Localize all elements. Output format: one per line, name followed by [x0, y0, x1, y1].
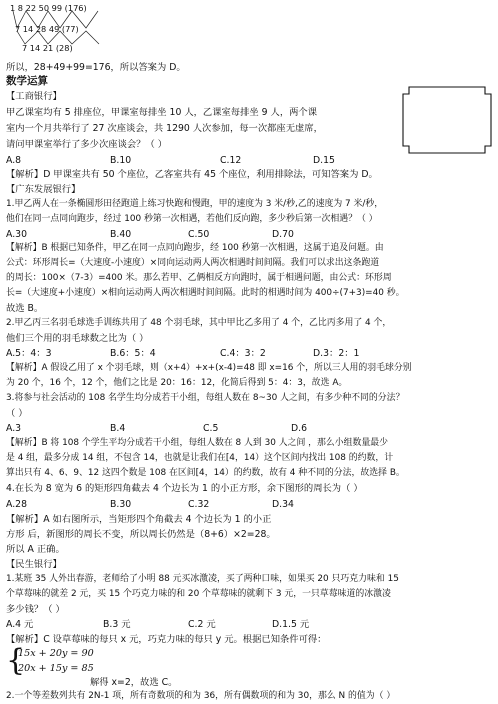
q5-option-c: C.32	[188, 499, 210, 510]
q3-analysis-1: 【解析】A 假设乙用了 x 个羽毛球，则（x+4）+x+(x-4)=48 即 x=16 个，所以三人用的羽毛球分别	[6, 363, 412, 373]
q7-line: 2.一个等差数列共有 2N-1 项，所有奇数项的和为 36，所有偶数项的和为 30，那么 N 的值为（ ）	[6, 691, 396, 701]
q2-option-c: C.50	[188, 229, 210, 240]
q1-option-c: C.12	[220, 155, 242, 166]
q5-analysis-2: 方形 后，新图形的周长不变，所以周长仍然是（8+6）×2=28。	[6, 529, 276, 540]
section-title: 数学运算	[6, 75, 48, 87]
equation-1: 15x + 20y = 90	[18, 648, 94, 659]
rectangle-outline	[403, 87, 491, 153]
q6-solution: 解得 x=2，故选 C。	[90, 677, 178, 688]
q3-line-1: 2.甲乙丙三名羽毛球选手训练共用了 48 个羽毛球，其中甲比乙多用了 4 个，乙比丙多用了 4 个，	[6, 318, 392, 328]
q6-option-d: D.1.5 元	[272, 619, 310, 630]
q6-option-c: C.2 元	[188, 619, 216, 630]
q5-option-a: A.28	[6, 499, 27, 510]
q2-analysis-3: 的周长：100×（7-3）=400 米。那么若甲、乙俩相反方向跑时，属于相遇问题，由公式：环形周	[6, 273, 392, 283]
q1-line-3: 请问甲课室举行了多少次座谈会？（ ）	[6, 139, 168, 150]
q3-option-d: D.3：2：1	[313, 348, 360, 359]
tree-row-1: 1 8 22 50 99 (176)	[10, 3, 87, 13]
bank-label-gdb: 【广东发展银行】	[6, 184, 81, 195]
q3-analysis-2: 为 20 个，16 个，12 个，他们之比是 20：16：12，化简后得到 5：4：3，故选 A。	[6, 378, 348, 388]
q1-line-1: 甲乙课室均有 5 排座位，甲课室每排坐 10 人，乙课室每排坐 9 人，两个课	[6, 107, 318, 118]
q6-line-2: 个草莓味的就差 2 元，买 15 个巧克力味的和 20 个草莓味的就剩下 3 元，一只草莓味道的冰激凌	[6, 589, 391, 599]
q5-line-1: 4.在长为 8 宽为 6 的矩形四角截去 4 个边长为 1 的小正方形，余下图形的周长为（ ）	[6, 483, 363, 494]
q2-analysis-5: 故选 B。	[6, 303, 44, 314]
q5-analysis-1: 【解析】A 如右图所示，当矩形四个角截去 4 个边长为 1 的小正	[6, 514, 272, 525]
q4-line-1: 3.将参与社会活动的 108 名学生均分成若干小组，每组人数在 8~30 人之间，有多少种不同的分法？	[6, 393, 405, 403]
q2-analysis-4: 长=（大速度+小速度）×相向运动两人两次相遇时间间隔。此时的相遇时间为 400÷(7+3)=40 秒。	[6, 288, 405, 298]
q4-line-2: （ ）	[6, 408, 28, 419]
q4-analysis-2: 是 4 组，最多分成 14 组，不包含 14，也就是让我们在[4，14）这个区间内找出 108 的约数，计	[6, 453, 394, 463]
q1-analysis: 【解析】D 甲课室共有 50 个座位，乙客室共有 45 个座位，利用排除法，可知答案为 D。	[6, 169, 378, 180]
q6-option-b: B.3 元	[103, 619, 131, 630]
q6-line-1: 1.某班 35 人外出春游，老师给了小明 88 元买冰激凌，买了两种口味，如果买 20 只巧克力味和 15	[6, 574, 399, 584]
q4-analysis-1: 【解析】B 将 108 个学生平均分成若干小组，每组人数在 8 人到 30 人之间 ，那么小组数量最少	[6, 438, 389, 448]
q4-option-d: D.6	[291, 423, 308, 434]
q2-analysis-1: 【解析】B 根据已知条件，甲乙在同一点同向跑步，经 100 秒第一次相遇，这属于追及问题。由	[6, 243, 384, 253]
q4-option-c: C.5	[203, 423, 219, 434]
q3-option-a: A.5：4：3	[6, 348, 52, 359]
equation-2: 20x + 15y = 85	[18, 663, 94, 674]
cut-corner-rectangle-figure	[400, 85, 494, 155]
q5-option-d: D.34	[272, 499, 294, 510]
q5-analysis-3: 所以 A 正确。	[6, 544, 65, 555]
q4-option-b: B.4	[110, 423, 126, 434]
q2-option-a: A.30	[6, 229, 27, 240]
q1-line-2: 室内一个月共举行了 27 次座谈会，共 1290 人次参加，每一次都座无虚席，	[6, 123, 323, 134]
q1-option-a: A.8	[6, 155, 22, 166]
q6-option-a: A.4 元	[6, 619, 34, 630]
q3-option-c: C.4：3：2	[220, 348, 266, 359]
q2-line-2: 他们在同一点同向跑步，经过 100 秒第一次相遇，若他们反向跑，多少秒后第一次相遇？（ ）	[6, 214, 378, 224]
q3-line-2: 他们三个用的羽毛球数之比为（ ）	[6, 333, 149, 344]
q1-option-d: D.15	[313, 155, 335, 166]
q6-line-3: 多少钱？（ ）	[6, 604, 65, 615]
q4-option-a: A.3	[6, 423, 22, 434]
q1-option-b: B.10	[110, 155, 132, 166]
q6-analysis: 【解析】C 设草莓味的每只 x 元，巧克力味的每只 y 元。根据已知条件可得：	[6, 634, 327, 645]
tree-row-2: 7 14 28 49 (77)	[15, 24, 79, 34]
q2-option-d: D.70	[272, 229, 294, 240]
q3-option-b: B.6：5：4	[110, 348, 156, 359]
bank-label-icbc: 【工商银行】	[6, 91, 62, 102]
q2-line-1: 1.甲乙两人在一条椭圆形田径跑道上练习快跑和慢跑，甲的速度为 3 米/秒,乙的速度为 7 米/秒，	[6, 199, 384, 209]
q5-option-b: B.30	[110, 499, 132, 510]
equation-brace: {	[6, 643, 26, 678]
tree-conclusion: 所以，28+49+99=176，所以答案为 D。	[6, 62, 186, 73]
tree-row-3: 7 14 21 (28)	[22, 43, 73, 53]
q2-analysis-2: 公式：环形周长=（大速度-小速度）×同向运动两人两次相遇时间间隔。我们可以求出这条跑道	[6, 258, 380, 268]
q4-analysis-3: 算出只有 4、6、9、12 这四个数是 108 在区间[4，14）的约数，故有 4 种不同的分法，故选择 B。	[6, 468, 405, 478]
bank-label-csb: 【民生银行】	[6, 559, 62, 570]
q2-option-b: B.40	[110, 229, 132, 240]
